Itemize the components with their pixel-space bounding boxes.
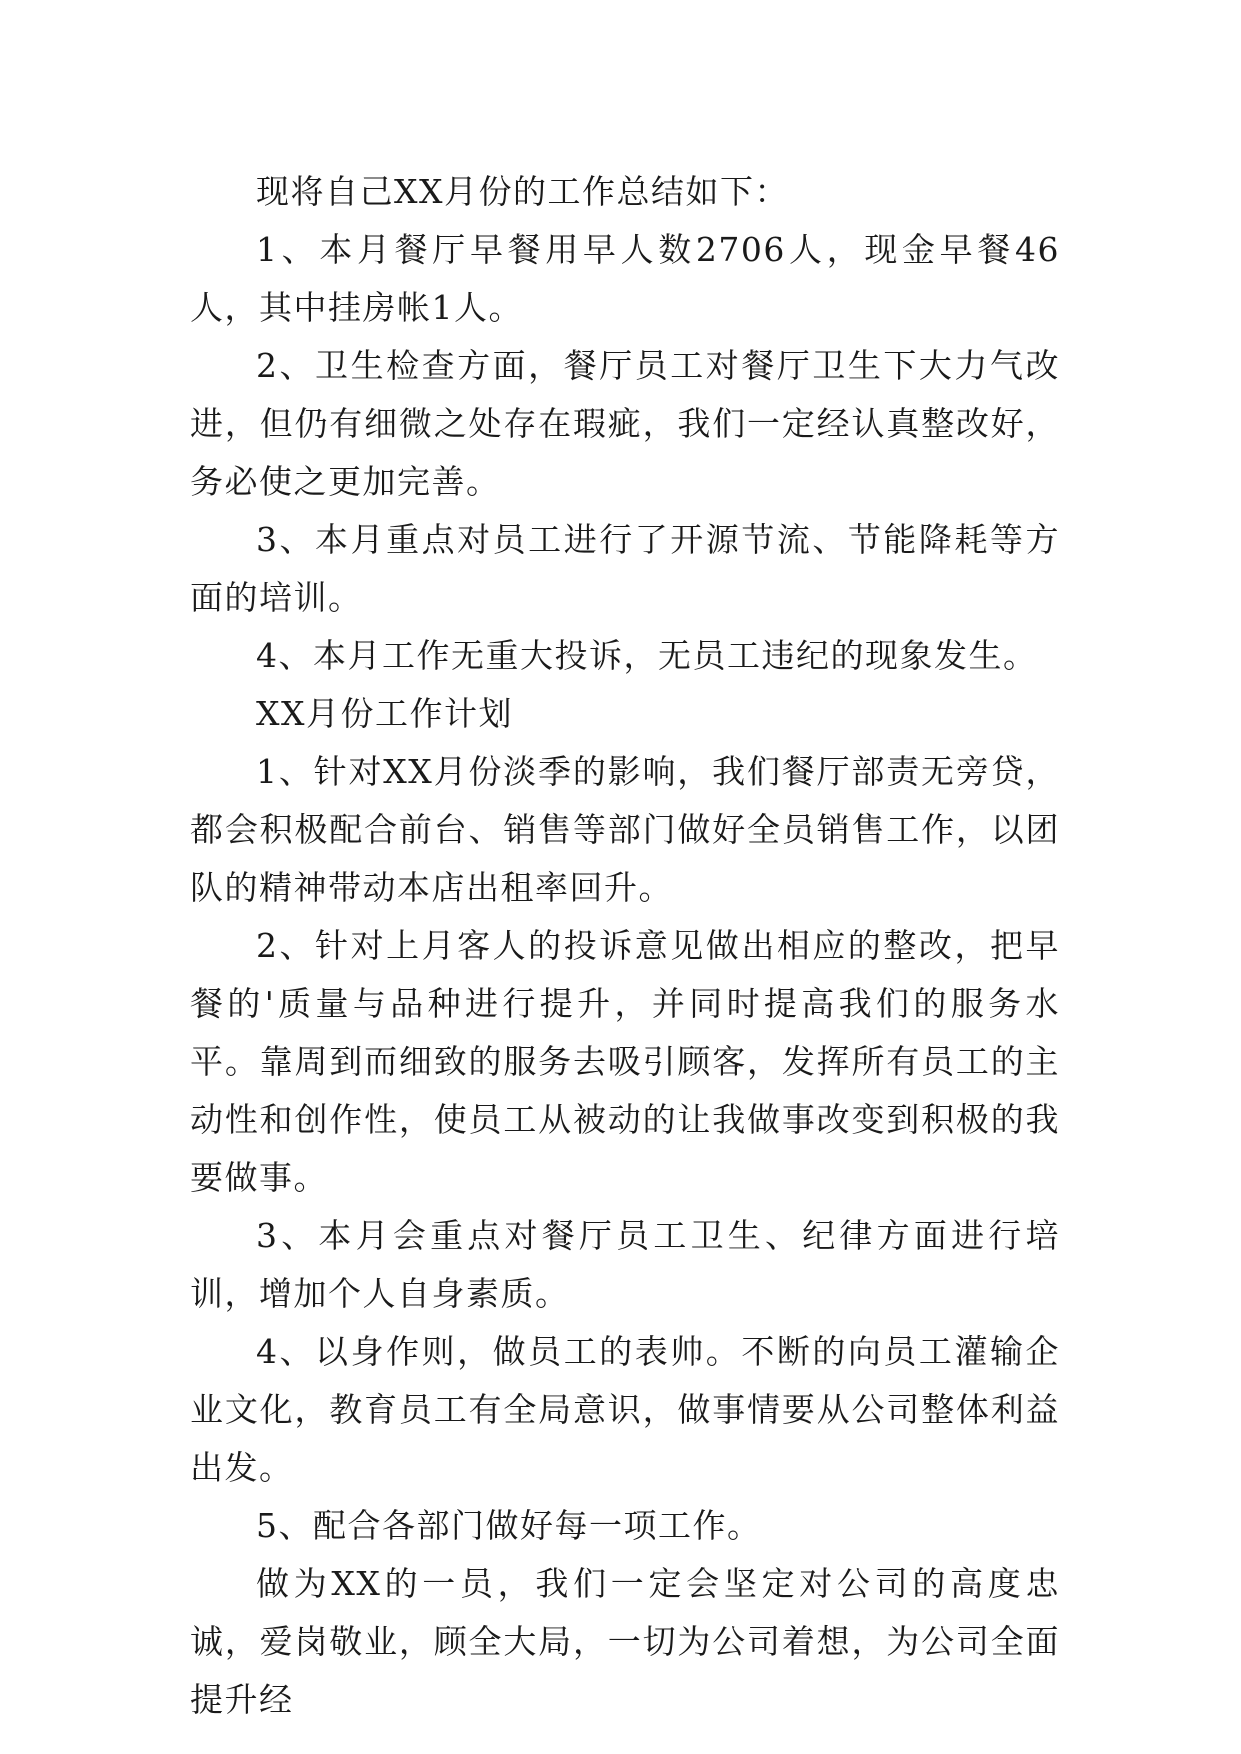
plan-item-1-paragraph: 1、针对XX月份淡季的影响，我们餐厅部责无旁贷，都会积极配合前台、销售等部门做好全员销售工作，以团队的精神带动本店出租率回升。 xyxy=(190,752,1060,907)
document-body xyxy=(190,163,1060,1729)
plan-item-3-paragraph: 3、本月会重点对餐厅员工卫生、纪律方面进行培训，增加个人自身素质。 xyxy=(190,1216,1060,1313)
plan-item-2-paragraph: 2、针对上月客人的投诉意见做出相应的整改，把早餐的'质量与品种进行提升，并同时提高我们的服务水平。靠周到而细致的服务去吸引顾客，发挥所有员工的主动性和创作性，使员工从被动的让我做事改变到积极的我要做事。 xyxy=(190,926,1060,1197)
plan-item-5-paragraph: 5、配合各部门做好每一项工作。 xyxy=(256,1506,762,1545)
summary-item-1-paragraph: 1、本月餐厅早餐用早人数2706人，现金早餐46人，其中挂房帐1人。 xyxy=(190,230,1060,327)
summary-intro-paragraph: 现将自己XX月份的工作总结如下： xyxy=(256,172,789,211)
summary-item-4-paragraph: 4、本月工作无重大投诉，无员工违纪的现象发生。 xyxy=(256,636,1038,675)
plan-item-4-paragraph: 4、以身作则，做员工的表帅。不断的向员工灌输企业文化，教育员工有全局意识，做事情要从公司整体利益出发。 xyxy=(190,1332,1060,1487)
summary-item-2-paragraph: 2、卫生检查方面，餐厅员工对餐厅卫生下大力气改进，但仍有细微之处存在瑕疵，我们一定经认真整改好，务必使之更加完善。 xyxy=(190,346,1060,501)
summary-item-3-paragraph: 3、本月重点对员工进行了开源节流、节能降耗等方面的培训。 xyxy=(190,520,1060,617)
plan-heading: XX月份工作计划 xyxy=(256,694,513,733)
closing-paragraph: 做为XX的一员，我们一定会坚定对公司的高度忠诚，爱岗敬业，顾全大局，一切为公司着想，为公司全面提升经 xyxy=(190,1564,1060,1719)
